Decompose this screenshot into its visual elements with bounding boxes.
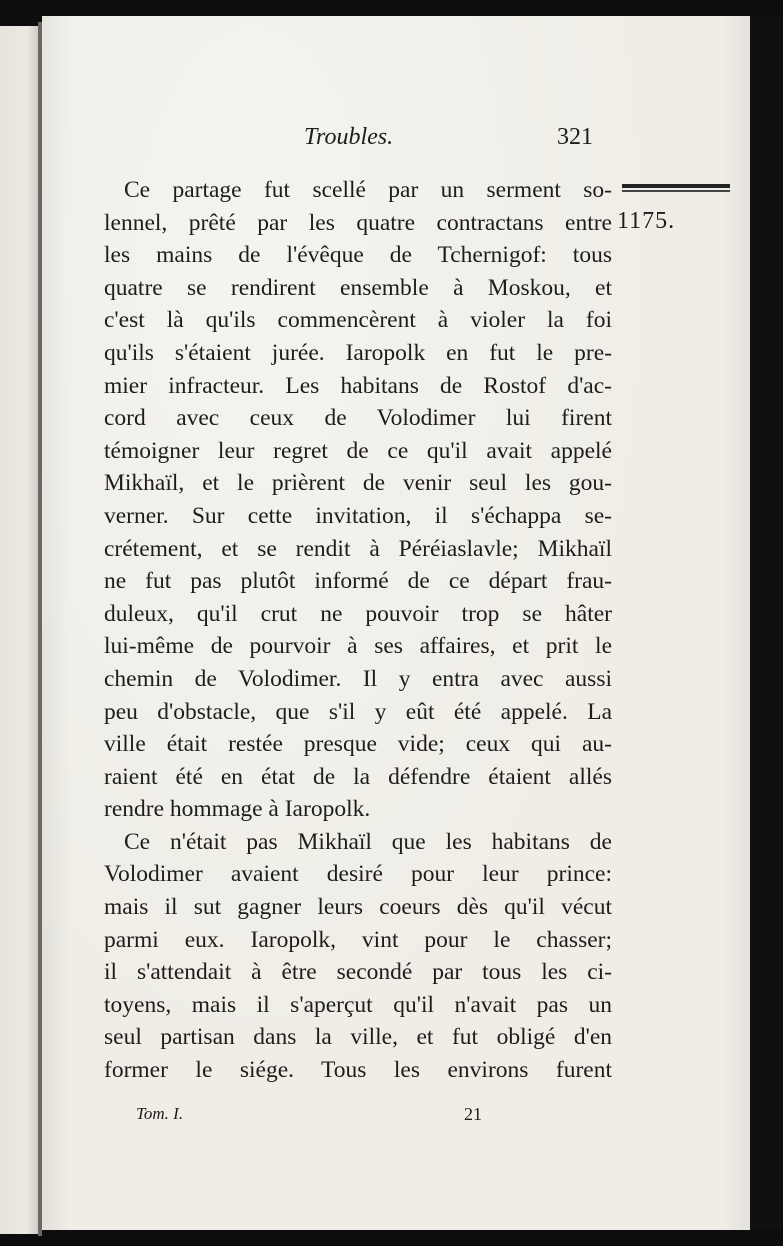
text-line: peu d'obstacle, que s'il y eût été appelé. La: [104, 698, 612, 725]
text-line: témoigner leur regret de ce qu'il avait appelé: [104, 437, 612, 464]
running-head: [42, 124, 750, 160]
text-line: Ce partage fut scellé par un serment so-: [124, 177, 612, 203]
right-scan-edge: [750, 16, 783, 1230]
body-text: [104, 174, 612, 1087]
text-line: former le siége. Tous les environs furent: [104, 1057, 612, 1084]
text-line: ville était restée presque vide; ceux qui au-: [104, 731, 612, 758]
text-line: Volodimer avaient desiré pour leur prince:: [104, 861, 612, 888]
page-number: 321: [557, 124, 593, 150]
text-line: Ce n'était pas Mikhaïl que les habitans de: [124, 828, 612, 855]
text-line: ne fut pas plutôt informé de ce départ frau-: [104, 568, 612, 595]
text-line: lennel, prêté par les quatre contractans entre: [104, 209, 612, 236]
text-line: qu'ils s'étaient jurée. Iaropolk en fut le pre-: [104, 339, 612, 366]
text-line: seul partisan dans la ville, et fut obligé d'en: [104, 1024, 612, 1051]
footer-tome: Tom. I.: [136, 1104, 184, 1123]
text-line: Mikhaïl, et le prièrent de venir seul les gou-: [104, 470, 612, 497]
text-line: les mains de l'évêque de Tchernigof: tous: [104, 242, 612, 269]
text-line: duleux, qu'il crut ne pouvoir trop se hâter: [104, 600, 612, 627]
page-footer: [42, 1104, 750, 1130]
text-line: lui-même de pourvoir à ses affaires, et prit le: [104, 633, 612, 660]
text-line: crétement, et se rendit à Péréiaslavle; Mikhaïl: [104, 535, 612, 562]
running-title: Troubles.: [304, 124, 394, 150]
left-page-edge: [0, 26, 39, 1234]
text-line: chemin de Volodimer. Il y entra avec aussi: [104, 665, 612, 692]
margin-rule-thin: [622, 190, 730, 192]
text-line: c'est là qu'ils commencèrent à violer la foi: [104, 307, 612, 334]
book-page: [42, 16, 750, 1230]
margin-rule: [622, 184, 730, 194]
text-line: toyens, mais il s'aperçut qu'il n'avait pas un: [104, 991, 612, 1018]
text-line: il s'attendait à être secondé par tous les ci-: [104, 959, 612, 986]
footer-signature-mark: 21: [464, 1104, 482, 1124]
text-line: verner. Sur cette invitation, il s'échappa se-: [104, 502, 612, 529]
margin-date: 1175.: [617, 208, 676, 234]
margin-rule-thick: [622, 184, 730, 188]
text-line: raient été en état de la défendre étaient allés: [104, 763, 612, 790]
text-line: mier infracteur. Les habitans de Rostof d'ac-: [104, 372, 612, 399]
text-line: parmi eux. Iaropolk, vint pour le chasser;: [104, 926, 612, 953]
text-line: quatre se rendirent ensemble à Moskou, et: [104, 274, 612, 301]
text-line: mais il sut gagner leurs coeurs dès qu'il vécut: [104, 894, 612, 921]
text-line: cord avec ceux de Volodimer lui firent: [104, 405, 612, 432]
text-line: rendre hommage à Iaropolk.: [104, 796, 371, 823]
